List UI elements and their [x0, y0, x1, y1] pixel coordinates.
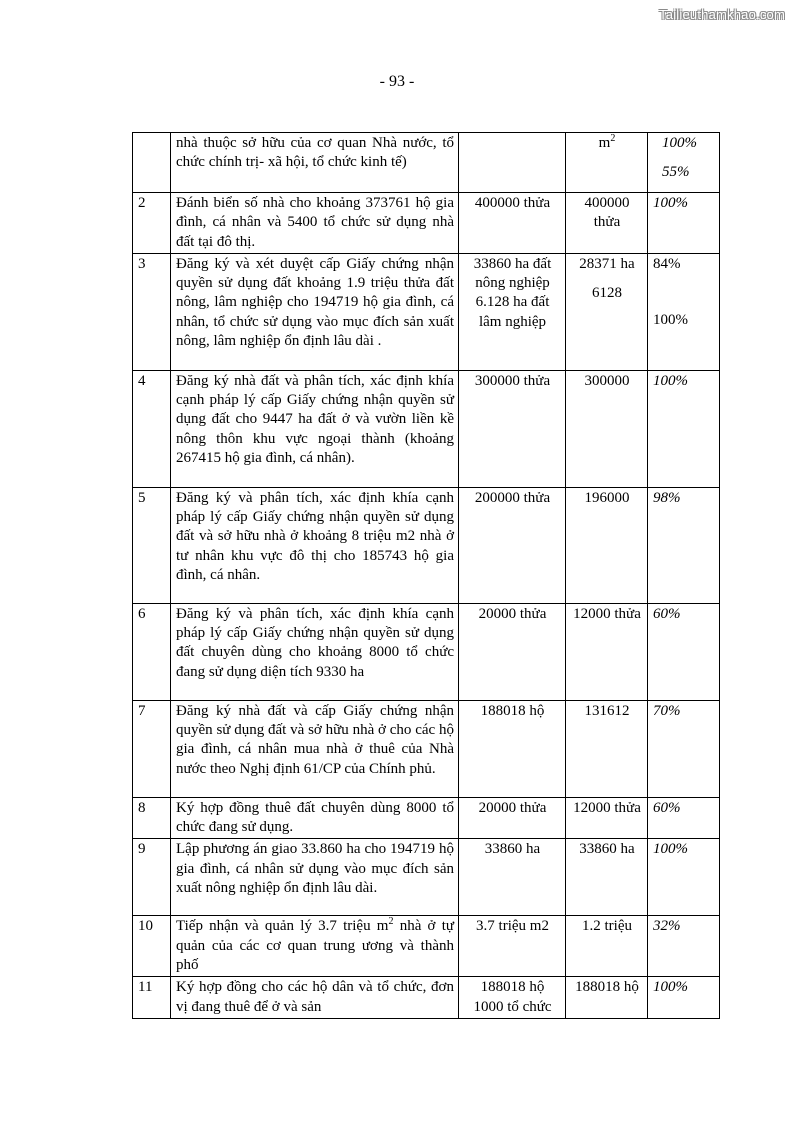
- percent-cell: 70%: [648, 700, 720, 797]
- plan-cell: 188018 hộ 1000 tổ chức: [459, 977, 566, 1019]
- stt-cell: 11: [133, 977, 171, 1019]
- table-row: [133, 700, 720, 797]
- percent-cell: 60%: [648, 603, 720, 700]
- plan-cell: 400000 thửa: [459, 193, 566, 254]
- table-row: [133, 603, 720, 700]
- completed-cell: 196000: [566, 487, 648, 603]
- completed-cell: 1.2 triệu: [566, 916, 648, 977]
- plan-cell: 300000 thửa: [459, 370, 566, 487]
- stt-cell: 6: [133, 603, 171, 700]
- completed-cell: 12000 thửa: [566, 603, 648, 700]
- plan-cell: 33860 ha đất nông nghiệp 6.128 ha đất lâm nghiệp: [459, 253, 566, 370]
- description-cell: Ký hợp đồng thuê đất chuyên dùng 8000 tổ chức đang sử dụng.: [171, 797, 459, 839]
- table-row: [133, 370, 720, 487]
- description-cell: Đăng ký và phân tích, xác định khía cạnh pháp lý cấp Giấy chứng nhận quyền sử dụng đất và sở hữu nhà ở khoảng 8 triệu m2 nhà ở tư nhân khu vực đô thị cho 185743 hộ gia đình, cá nhân.: [171, 487, 459, 603]
- table-row: [133, 193, 720, 254]
- stt-cell: 7: [133, 700, 171, 797]
- unit-superscript: 2: [610, 133, 616, 144]
- completed-cell: 300000: [566, 370, 648, 487]
- completed-cell: 188018 hộ: [566, 977, 648, 1019]
- description-cell: Đăng ký và phân tích, xác định khía cạnh pháp lý cấp Giấy chứng nhận quyền sử dụng đất chuyên dùng cho khoảng 8000 tổ chức đang sử dụng diện tích 9330 ha: [171, 603, 459, 700]
- percent-cell: [648, 253, 720, 370]
- description-cell: Đánh biển số nhà cho khoảng 373761 hộ gia đình, cá nhân và 5400 tổ chức sử dụng nhà đất tại đô thị.: [171, 193, 459, 254]
- percent-value: 84%: [653, 255, 681, 272]
- percent-value: 55%: [662, 164, 690, 181]
- percent-value: 100%: [662, 135, 697, 151]
- percent-cell: 100%: [648, 370, 720, 487]
- description-cell: Đăng ký nhà đất và cấp Giấy chứng nhận quyền sử dụng đất và sở hữu nhà ở cho các hộ gia đình, cá nhân mua nhà ở thuê của Nhà nước theo Nghị định 61/CP của Chính phủ.: [171, 700, 459, 797]
- completed-cell: 33860 ha: [566, 839, 648, 916]
- completed-cell: [566, 253, 648, 370]
- description-cell: [171, 916, 459, 977]
- completed-value: 6128: [592, 285, 622, 302]
- percent-value: 100%: [653, 312, 688, 329]
- table-row: [133, 839, 720, 916]
- stt-cell: 10: [133, 916, 171, 977]
- percent-cell: 60%: [648, 797, 720, 839]
- plan-cell: 20000 thửa: [459, 603, 566, 700]
- percent-cell: [648, 133, 720, 193]
- stt-cell: 3: [133, 253, 171, 370]
- completed-value: 28371 ha: [579, 255, 635, 272]
- stt-cell: [133, 133, 171, 193]
- description-cell: nhà thuộc sở hữu của cơ quan Nhà nước, tổ chức chính trị- xã hội, tổ chức kinh tế): [171, 133, 459, 193]
- table-row-continuation: [133, 133, 720, 193]
- description-cell: Đăng ký và xét duyệt cấp Giấy chứng nhận quyền sử dụng đất khoảng 1.9 triệu thửa đất nông, lâm nghiệp cho 194719 hộ gia đình, cá nhân, tổ chức sử dụng vào mục đích sản xuất nông, lâm nghiệp ổn định lâu dài .: [171, 253, 459, 370]
- completed-unit: m: [598, 135, 611, 151]
- plan-cell: [459, 133, 566, 193]
- stt-cell: 2: [133, 193, 171, 254]
- table-row: [133, 487, 720, 603]
- percent-cell: 32%: [648, 916, 720, 977]
- completed-cell: 131612: [566, 700, 648, 797]
- completed-cell: 400000 thửa: [566, 193, 648, 254]
- completed-cell: [566, 133, 648, 193]
- table-row: [133, 916, 720, 977]
- percent-cell: 100%: [648, 839, 720, 916]
- land-registration-table: [132, 132, 720, 1019]
- unit-superscript: 2: [388, 916, 394, 928]
- plan-cell: 200000 thửa: [459, 487, 566, 603]
- percent-cell: 100%: [648, 977, 720, 1019]
- plan-cell: 188018 hộ: [459, 700, 566, 797]
- table-row: [133, 977, 720, 1019]
- page-number: - 93 -: [379, 73, 415, 90]
- stt-cell: 8: [133, 797, 171, 839]
- table-row: [133, 253, 720, 370]
- plan-cell: 3.7 triệu m2: [459, 916, 566, 977]
- percent-cell: 98%: [648, 487, 720, 603]
- stt-cell: 4: [133, 370, 171, 487]
- stt-cell: 9: [133, 839, 171, 916]
- completed-cell: 12000 thửa: [566, 797, 648, 839]
- stt-cell: 5: [133, 487, 171, 603]
- table-row: [133, 797, 720, 839]
- description-text: nhà ở tự quản của các cơ quan trung ương và thành phố: [176, 918, 454, 974]
- plan-cell: 33860 ha: [459, 839, 566, 916]
- plan-cell: 20000 thửa: [459, 797, 566, 839]
- description-text: Tiếp nhận và quản lý 3.7 triệu m: [176, 918, 389, 935]
- watermark: Tailieuthamkhao.com: [659, 7, 785, 22]
- description-cell: Ký hợp đồng cho các hộ dân và tổ chức, đơn vị đang thuê để ở và sản: [171, 977, 459, 1019]
- description-cell: Lập phương án giao 33.860 ha cho 194719 hộ gia đình, cá nhân sử dụng vào mục đích sản xuất nông nghiệp ổn định lâu dài.: [171, 839, 459, 916]
- percent-cell: 100%: [648, 193, 720, 254]
- description-cell: Đăng ký nhà đất và phân tích, xác định khía cạnh pháp lý cấp Giấy chứng nhận quyền sử dụng đất cho 9447 ha đất ở và vườn liền kề nông thôn khu vực ngoại thành (khoảng 267415 hộ gia đình, cá nhân).: [171, 370, 459, 487]
